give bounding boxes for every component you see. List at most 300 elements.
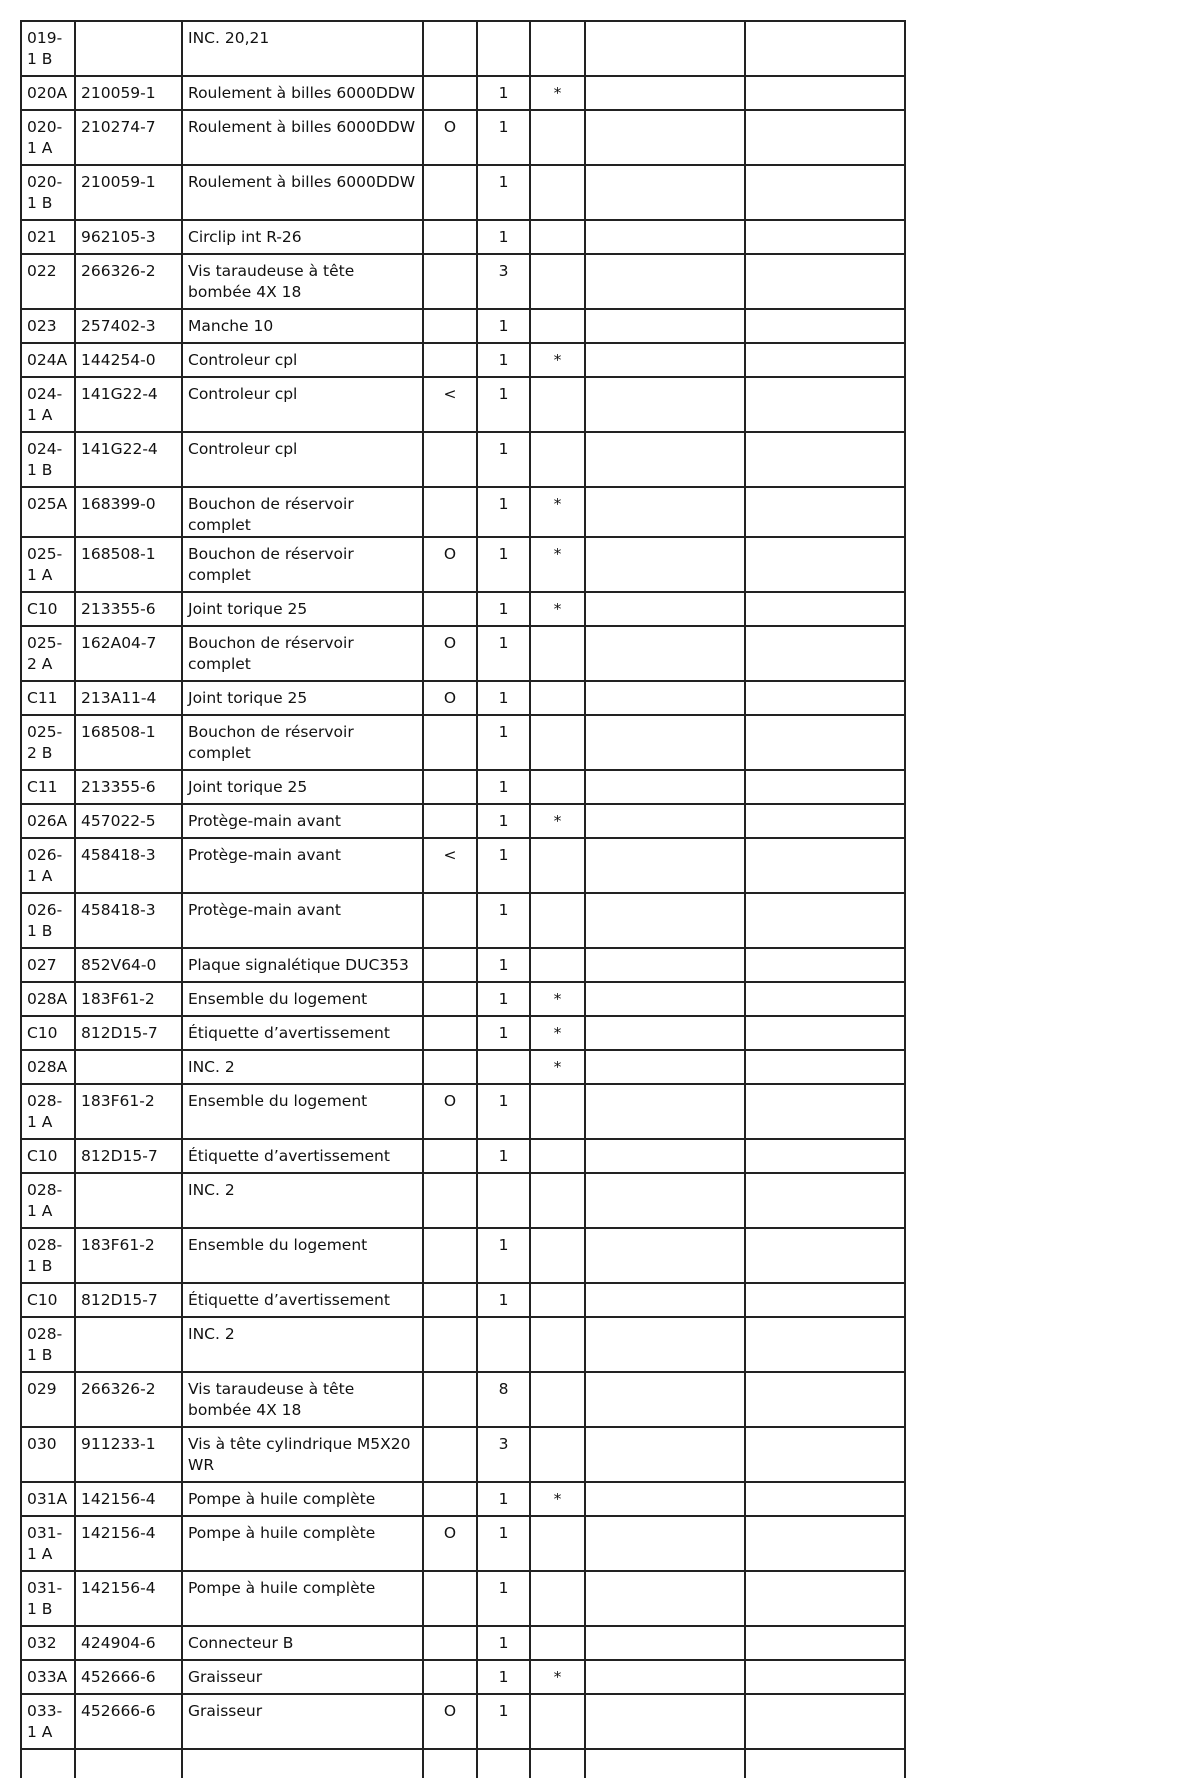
marker-cell [423, 76, 477, 110]
note-cell [530, 838, 585, 893]
table-row [21, 982, 905, 1016]
table-row [21, 1694, 905, 1749]
part-number-cell [75, 1749, 182, 1778]
part-number-cell: 812D15-7 [75, 1283, 182, 1317]
part-number-cell: 452666-6 [75, 1694, 182, 1749]
description-cell: Ensemble du logement [182, 982, 423, 1016]
item-ref-cell: 025A [21, 487, 75, 537]
quantity-cell: 1 [477, 110, 530, 165]
note-cell [530, 715, 585, 770]
description-cell: Joint torique 25 [182, 681, 423, 715]
item-ref-cell: 020-1 B [21, 165, 75, 220]
blank-cell [745, 1050, 905, 1084]
blank-cell [745, 948, 905, 982]
description-cell: Pompe à huile complète [182, 1516, 423, 1571]
blank-cell [585, 1084, 745, 1139]
note-cell [530, 110, 585, 165]
quantity-cell: 1 [477, 432, 530, 487]
description-cell: Vis à tête cylindrique M5X20 WR [182, 1427, 423, 1482]
quantity-cell: 1 [477, 1626, 530, 1660]
blank-cell [745, 1626, 905, 1660]
item-ref-cell: C11 [21, 770, 75, 804]
item-ref-cell: 019-1 B [21, 21, 75, 76]
item-ref-cell: 033A [21, 1660, 75, 1694]
note-cell [530, 1694, 585, 1749]
description-cell: Circlip int R-26 [182, 220, 423, 254]
marker-cell: O [423, 1694, 477, 1749]
item-ref-cell: 031-1 A [21, 1516, 75, 1571]
description-cell: Controleur cpl [182, 343, 423, 377]
item-ref-cell: 020-1 A [21, 110, 75, 165]
description-cell: Vis taraudeuse à tête bombée 4X 18 [182, 1372, 423, 1427]
blank-cell [745, 343, 905, 377]
description-cell: Étiquette d’avertissement [182, 1283, 423, 1317]
note-cell [530, 1372, 585, 1427]
description-cell: Protège-main avant [182, 804, 423, 838]
marker-cell [423, 1228, 477, 1283]
item-ref-cell: 020A [21, 76, 75, 110]
blank-cell [745, 1749, 905, 1778]
blank-cell [585, 770, 745, 804]
marker-cell [423, 948, 477, 982]
marker-cell [423, 982, 477, 1016]
blank-cell [745, 715, 905, 770]
item-ref-cell: 021 [21, 220, 75, 254]
part-number-cell: 168508-1 [75, 715, 182, 770]
table-row [21, 1571, 905, 1626]
marker-cell: O [423, 537, 477, 592]
table-row [21, 1660, 905, 1694]
quantity-cell: 8 [477, 1372, 530, 1427]
blank-cell [585, 1660, 745, 1694]
blank-cell [745, 1372, 905, 1427]
blank-cell [745, 254, 905, 309]
blank-cell [745, 804, 905, 838]
blank-cell [745, 1694, 905, 1749]
marker-cell [423, 220, 477, 254]
item-ref-cell: 028-1 A [21, 1173, 75, 1228]
blank-cell [745, 1016, 905, 1050]
item-ref-cell: 030 [21, 1427, 75, 1482]
table-row [21, 432, 905, 487]
description-cell: Graisseur [182, 1660, 423, 1694]
description-cell: Controleur cpl [182, 432, 423, 487]
marker-cell: O [423, 1516, 477, 1571]
item-ref-cell: 024-1 A [21, 377, 75, 432]
part-number-cell: 911233-1 [75, 1427, 182, 1482]
marker-cell [423, 1427, 477, 1482]
blank-cell [745, 1317, 905, 1372]
quantity-cell: 1 [477, 487, 530, 537]
blank-cell [585, 1317, 745, 1372]
item-ref-cell: C10 [21, 592, 75, 626]
parts-table-body [21, 21, 905, 1778]
quantity-cell: 1 [477, 770, 530, 804]
item-ref-cell [21, 1749, 75, 1778]
quantity-cell: 1 [477, 165, 530, 220]
blank-cell [585, 432, 745, 487]
quantity-cell: 1 [477, 982, 530, 1016]
quantity-cell: 1 [477, 893, 530, 948]
marker-cell [423, 715, 477, 770]
blank-cell [745, 1660, 905, 1694]
quantity-cell: 1 [477, 76, 530, 110]
item-ref-cell: 033-1 A [21, 1694, 75, 1749]
blank-cell [585, 948, 745, 982]
marker-cell [423, 1283, 477, 1317]
item-ref-cell: C10 [21, 1139, 75, 1173]
description-cell: Étiquette d’avertissement [182, 1016, 423, 1050]
description-cell: Ensemble du logement [182, 1084, 423, 1139]
part-number-cell [75, 21, 182, 76]
item-ref-cell: 025-2 A [21, 626, 75, 681]
blank-cell [585, 592, 745, 626]
blank-cell [745, 893, 905, 948]
quantity-cell: 1 [477, 1482, 530, 1516]
quantity-cell: 1 [477, 1571, 530, 1626]
description-cell: Roulement à billes 6000DDW [182, 110, 423, 165]
note-cell: * [530, 1016, 585, 1050]
item-ref-cell: 025-1 A [21, 537, 75, 592]
description-cell: Connecteur B [182, 1626, 423, 1660]
marker-cell [423, 309, 477, 343]
blank-cell [745, 110, 905, 165]
note-cell [530, 220, 585, 254]
part-number-cell: 162A04-7 [75, 626, 182, 681]
marker-cell [423, 254, 477, 309]
table-row [21, 804, 905, 838]
note-cell: * [530, 487, 585, 537]
blank-cell [745, 1571, 905, 1626]
blank-cell [745, 1516, 905, 1571]
marker-cell [423, 487, 477, 537]
table-row [21, 76, 905, 110]
item-ref-cell: 028-1 B [21, 1317, 75, 1372]
description-cell: Vis taraudeuse à tête bombée 4X 18 [182, 254, 423, 309]
description-cell: Bouchon de réservoir complet [182, 626, 423, 681]
blank-cell [745, 537, 905, 592]
marker-cell [423, 1139, 477, 1173]
table-row [21, 1372, 905, 1427]
table-row [21, 1139, 905, 1173]
note-cell [530, 1427, 585, 1482]
quantity-cell [477, 1317, 530, 1372]
quantity-cell: 3 [477, 1427, 530, 1482]
blank-cell [585, 838, 745, 893]
table-row [21, 487, 905, 537]
blank-cell [585, 1016, 745, 1050]
part-number-cell: 168508-1 [75, 537, 182, 592]
marker-cell: < [423, 377, 477, 432]
note-cell [530, 770, 585, 804]
blank-cell [745, 487, 905, 537]
note-cell: * [530, 537, 585, 592]
blank-cell [585, 76, 745, 110]
marker-cell [423, 770, 477, 804]
blank-cell [585, 377, 745, 432]
blank-cell [745, 1228, 905, 1283]
description-cell: Controleur cpl [182, 377, 423, 432]
note-cell [530, 432, 585, 487]
quantity-cell: 1 [477, 1016, 530, 1050]
blank-cell [585, 1749, 745, 1778]
blank-cell [585, 1427, 745, 1482]
table-row [21, 377, 905, 432]
part-number-cell: 210059-1 [75, 76, 182, 110]
blank-cell [585, 21, 745, 76]
part-number-cell: 457022-5 [75, 804, 182, 838]
blank-cell [585, 1050, 745, 1084]
blank-cell [585, 893, 745, 948]
blank-cell [585, 309, 745, 343]
table-row [21, 343, 905, 377]
marker-cell [423, 592, 477, 626]
blank-cell [745, 1173, 905, 1228]
note-cell [530, 21, 585, 76]
blank-cell [585, 343, 745, 377]
item-ref-cell: C10 [21, 1016, 75, 1050]
part-number-cell [75, 1173, 182, 1228]
blank-cell [585, 804, 745, 838]
part-number-cell: 452666-6 [75, 1660, 182, 1694]
table-row [21, 1482, 905, 1516]
blank-cell [745, 1482, 905, 1516]
description-cell: Manche 10 [182, 309, 423, 343]
blank-cell [585, 1571, 745, 1626]
table-row [21, 893, 905, 948]
blank-cell [745, 76, 905, 110]
quantity-cell [477, 1749, 530, 1778]
quantity-cell [477, 1173, 530, 1228]
quantity-cell: 1 [477, 681, 530, 715]
part-number-cell: 458418-3 [75, 893, 182, 948]
part-number-cell: 266326-2 [75, 254, 182, 309]
table-row [21, 1173, 905, 1228]
item-ref-cell: 027 [21, 948, 75, 982]
table-row [21, 1050, 905, 1084]
table-row [21, 1626, 905, 1660]
blank-cell [745, 838, 905, 893]
blank-cell [585, 487, 745, 537]
note-cell [530, 309, 585, 343]
table-row [21, 309, 905, 343]
description-cell: Bouchon de réservoir complet [182, 487, 423, 537]
part-number-cell: 213A11-4 [75, 681, 182, 715]
description-cell: Joint torique 25 [182, 592, 423, 626]
marker-cell: O [423, 626, 477, 681]
part-number-cell: 141G22-4 [75, 377, 182, 432]
description-cell: Plaque signalétique DUC353 [182, 948, 423, 982]
item-ref-cell: 028-1 B [21, 1228, 75, 1283]
part-number-cell: 213355-6 [75, 592, 182, 626]
part-number-cell: 141G22-4 [75, 432, 182, 487]
item-ref-cell: 024A [21, 343, 75, 377]
blank-cell [745, 681, 905, 715]
part-number-cell: 962105-3 [75, 220, 182, 254]
marker-cell: O [423, 681, 477, 715]
marker-cell: < [423, 838, 477, 893]
note-cell [530, 1516, 585, 1571]
table-row [21, 838, 905, 893]
blank-cell [585, 220, 745, 254]
table-row [21, 110, 905, 165]
blank-cell [745, 770, 905, 804]
note-cell [530, 1228, 585, 1283]
marker-cell [423, 165, 477, 220]
blank-cell [745, 1084, 905, 1139]
blank-cell [745, 21, 905, 76]
quantity-cell: 1 [477, 1139, 530, 1173]
item-ref-cell: 024-1 B [21, 432, 75, 487]
part-number-cell: 142156-4 [75, 1516, 182, 1571]
description-cell: Protège-main avant [182, 838, 423, 893]
blank-cell [585, 1283, 745, 1317]
quantity-cell: 1 [477, 626, 530, 681]
note-cell [530, 1571, 585, 1626]
quantity-cell: 1 [477, 804, 530, 838]
blank-cell [745, 592, 905, 626]
quantity-cell: 1 [477, 715, 530, 770]
part-number-cell: 144254-0 [75, 343, 182, 377]
parts-table [20, 20, 906, 1778]
description-cell: Pompe à huile complète [182, 1571, 423, 1626]
quantity-cell [477, 1050, 530, 1084]
blank-cell [585, 681, 745, 715]
table-row [21, 626, 905, 681]
quantity-cell: 1 [477, 1516, 530, 1571]
note-cell [530, 893, 585, 948]
marker-cell [423, 893, 477, 948]
item-ref-cell: 026A [21, 804, 75, 838]
item-ref-cell: 031-1 B [21, 1571, 75, 1626]
blank-cell [585, 165, 745, 220]
table-row [21, 21, 905, 76]
quantity-cell: 1 [477, 592, 530, 626]
description-cell: INC. 2 [182, 1173, 423, 1228]
blank-cell [585, 715, 745, 770]
marker-cell [423, 1482, 477, 1516]
item-ref-cell: 025-2 B [21, 715, 75, 770]
description-cell: Étiquette d’avertissement [182, 1139, 423, 1173]
part-number-cell: 210274-7 [75, 110, 182, 165]
part-number-cell: 213355-6 [75, 770, 182, 804]
part-number-cell: 812D15-7 [75, 1016, 182, 1050]
marker-cell [423, 1173, 477, 1228]
blank-cell [585, 1173, 745, 1228]
note-cell [530, 1626, 585, 1660]
description-cell: Pompe à huile complète [182, 1482, 423, 1516]
marker-cell [423, 1372, 477, 1427]
item-ref-cell: 029 [21, 1372, 75, 1427]
description-cell: INC. 2 [182, 1317, 423, 1372]
marker-cell [423, 21, 477, 76]
quantity-cell: 1 [477, 1283, 530, 1317]
part-number-cell: 257402-3 [75, 309, 182, 343]
table-row [21, 715, 905, 770]
quantity-cell: 1 [477, 1660, 530, 1694]
item-ref-cell: C11 [21, 681, 75, 715]
quantity-cell: 1 [477, 1694, 530, 1749]
quantity-cell: 1 [477, 377, 530, 432]
table-row [21, 1084, 905, 1139]
note-cell [530, 1283, 585, 1317]
quantity-cell: 1 [477, 1084, 530, 1139]
blank-cell [585, 1694, 745, 1749]
note-cell [530, 626, 585, 681]
blank-cell [585, 110, 745, 165]
table-row [21, 1283, 905, 1317]
blank-cell [745, 165, 905, 220]
quantity-cell: 1 [477, 537, 530, 592]
marker-cell [423, 1660, 477, 1694]
blank-cell [585, 1372, 745, 1427]
marker-cell [423, 1626, 477, 1660]
blank-cell [745, 309, 905, 343]
item-ref-cell: C10 [21, 1283, 75, 1317]
blank-cell [585, 537, 745, 592]
item-ref-cell: 028A [21, 982, 75, 1016]
note-cell: * [530, 1482, 585, 1516]
note-cell: * [530, 982, 585, 1016]
blank-cell [745, 1283, 905, 1317]
description-cell: INC. 2 [182, 1050, 423, 1084]
note-cell [530, 1749, 585, 1778]
marker-cell [423, 343, 477, 377]
part-number-cell: 142156-4 [75, 1482, 182, 1516]
item-ref-cell: 028A [21, 1050, 75, 1084]
part-number-cell: 852V64-0 [75, 948, 182, 982]
blank-cell [585, 982, 745, 1016]
note-cell: * [530, 76, 585, 110]
marker-cell [423, 1749, 477, 1778]
table-row [21, 537, 905, 592]
description-cell: INC. 20,21 [182, 21, 423, 76]
marker-cell: O [423, 110, 477, 165]
table-row [21, 770, 905, 804]
part-number-cell: 210059-1 [75, 165, 182, 220]
part-number-cell [75, 1050, 182, 1084]
quantity-cell: 1 [477, 1228, 530, 1283]
quantity-cell: 1 [477, 309, 530, 343]
part-number-cell: 266326-2 [75, 1372, 182, 1427]
quantity-cell: 3 [477, 254, 530, 309]
marker-cell [423, 1571, 477, 1626]
blank-cell [585, 1516, 745, 1571]
item-ref-cell: 026-1 B [21, 893, 75, 948]
note-cell [530, 948, 585, 982]
quantity-cell [477, 21, 530, 76]
description-cell: Roulement à billes 6000DDW [182, 76, 423, 110]
description-cell: Graisseur [182, 1694, 423, 1749]
description-cell: Bouchon de réservoir complet [182, 537, 423, 592]
marker-cell [423, 1050, 477, 1084]
part-number-cell: 142156-4 [75, 1571, 182, 1626]
table-row [21, 165, 905, 220]
marker-cell [423, 432, 477, 487]
blank-cell [745, 982, 905, 1016]
part-number-cell: 424904-6 [75, 1626, 182, 1660]
note-cell [530, 1173, 585, 1228]
table-row [21, 1317, 905, 1372]
note-cell [530, 254, 585, 309]
blank-cell [745, 377, 905, 432]
blank-cell [745, 1427, 905, 1482]
part-number-cell: 458418-3 [75, 838, 182, 893]
quantity-cell: 1 [477, 220, 530, 254]
description-cell: Ensemble du logement [182, 1228, 423, 1283]
part-number-cell: 183F61-2 [75, 982, 182, 1016]
marker-cell [423, 1016, 477, 1050]
